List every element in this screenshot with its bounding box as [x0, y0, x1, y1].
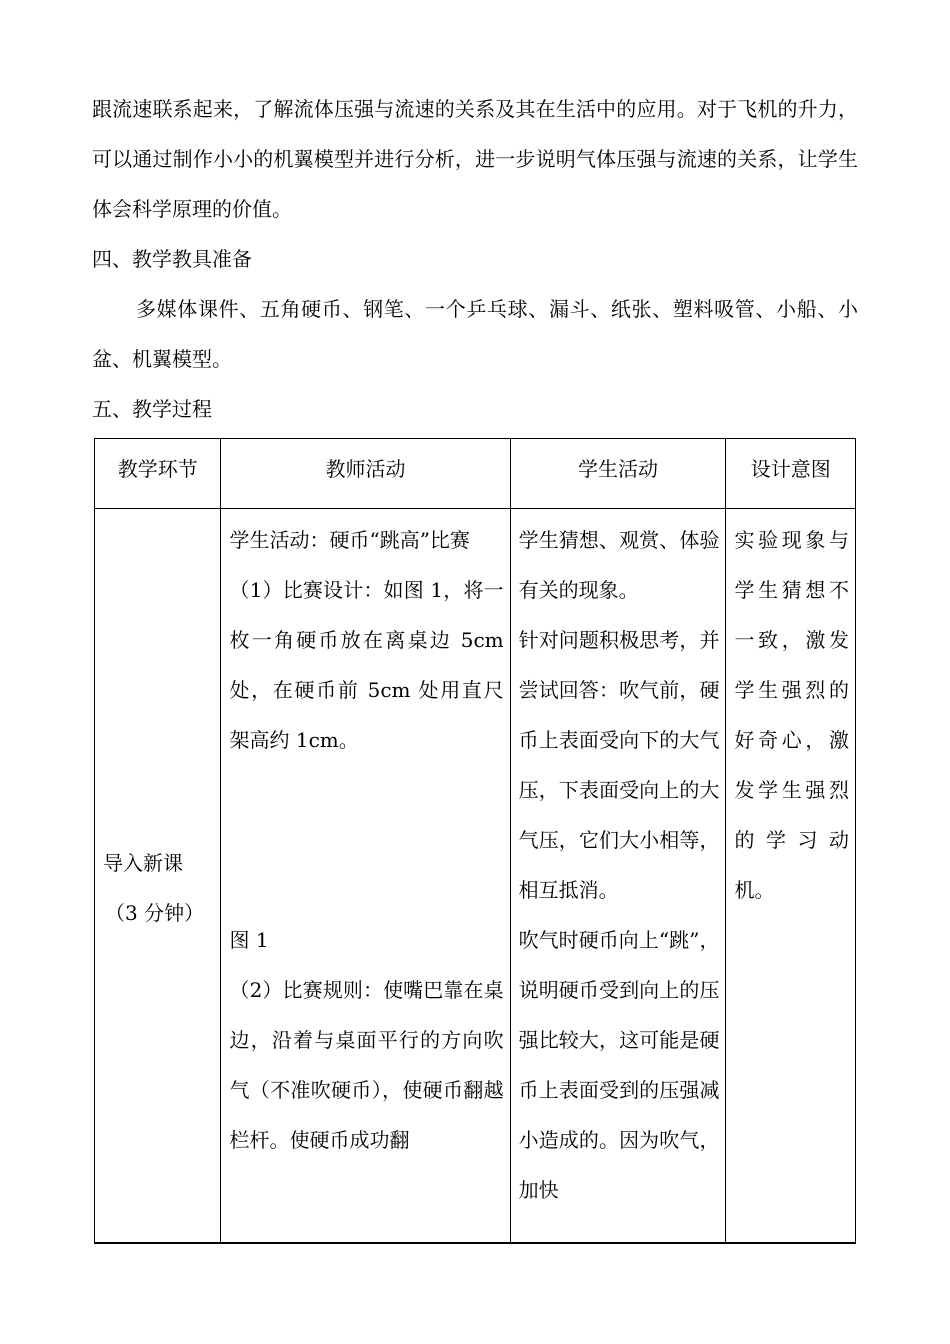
stage-cell [95, 509, 221, 1244]
header-design-intent: 设计意图 [726, 439, 856, 509]
section-heading-process: 五、教学过程 [92, 397, 212, 421]
design-intent-text: 实验现象与学生猜想不一致，激发学生强烈的好奇心，激发学生强烈的学习动机。 [734, 528, 849, 902]
student-activity-think: 针对问题积极思考，并尝试回答：吹气前，硬币上表面受向下的大气压，下表面受向上的大气压，它们大小相等，相互抵消。 [518, 628, 720, 902]
header-teacher-activity: 教师活动 [221, 439, 510, 509]
teacher-activity-design: （1）比赛设计：如图 1，将一枚一角硬币放在离桌边 5cm 处，在硬币前 5cm 处用直尺架高约 1cm。 [229, 578, 504, 752]
materials-paragraph: 多媒体课件、五角硬币、钢笔、一个乒乓球、漏斗、纸张、塑料吸管、小船、小盆、机翼模型。 [92, 297, 858, 371]
teacher-activity-cell [221, 509, 510, 1244]
lesson-process-table [94, 438, 856, 1244]
student-activity-observe: 学生猜想、观赏、体验有关的现象。 [518, 528, 720, 602]
teacher-activity-rules: （2）比赛规则：使嘴巴靠在桌边，沿着与桌面平行的方向吹气（不准吹硬币），使硬币翻越栏杆。使硬币成功翻 [229, 978, 504, 1152]
header-student-activity: 学生活动 [510, 439, 726, 509]
intro-paragraph: 跟流速联系起来，了解流体压强与流速的关系及其在生活中的应用。对于飞机的升力，可以通过制作小小的机翼模型并进行分析，进一步说明气体压强与流速的关系，让学生体会科学原理的价值。 [92, 97, 858, 221]
stage-name: 导入新课 [103, 850, 183, 875]
table-header-row [95, 439, 856, 509]
header-stage: 教学环节 [95, 439, 221, 509]
teacher-activity-title: 学生活动：硬币“跳高”比赛 [229, 528, 470, 552]
student-activity-explain: 吹气时硬币向上“跳”，说明硬币受到向上的压强比较大，这可能是硬币上表面受到的压强减小造成的。因为吹气，加快 [518, 928, 720, 1202]
student-activity-cell [510, 509, 726, 1244]
section-heading-materials: 四、教学教具准备 [92, 247, 252, 271]
figure-placeholder [229, 765, 503, 915]
stage-time: （3 分钟） [105, 900, 205, 925]
figure-caption: 图 1 [229, 928, 269, 952]
design-intent-cell [726, 509, 856, 1244]
table-row [95, 509, 856, 1244]
